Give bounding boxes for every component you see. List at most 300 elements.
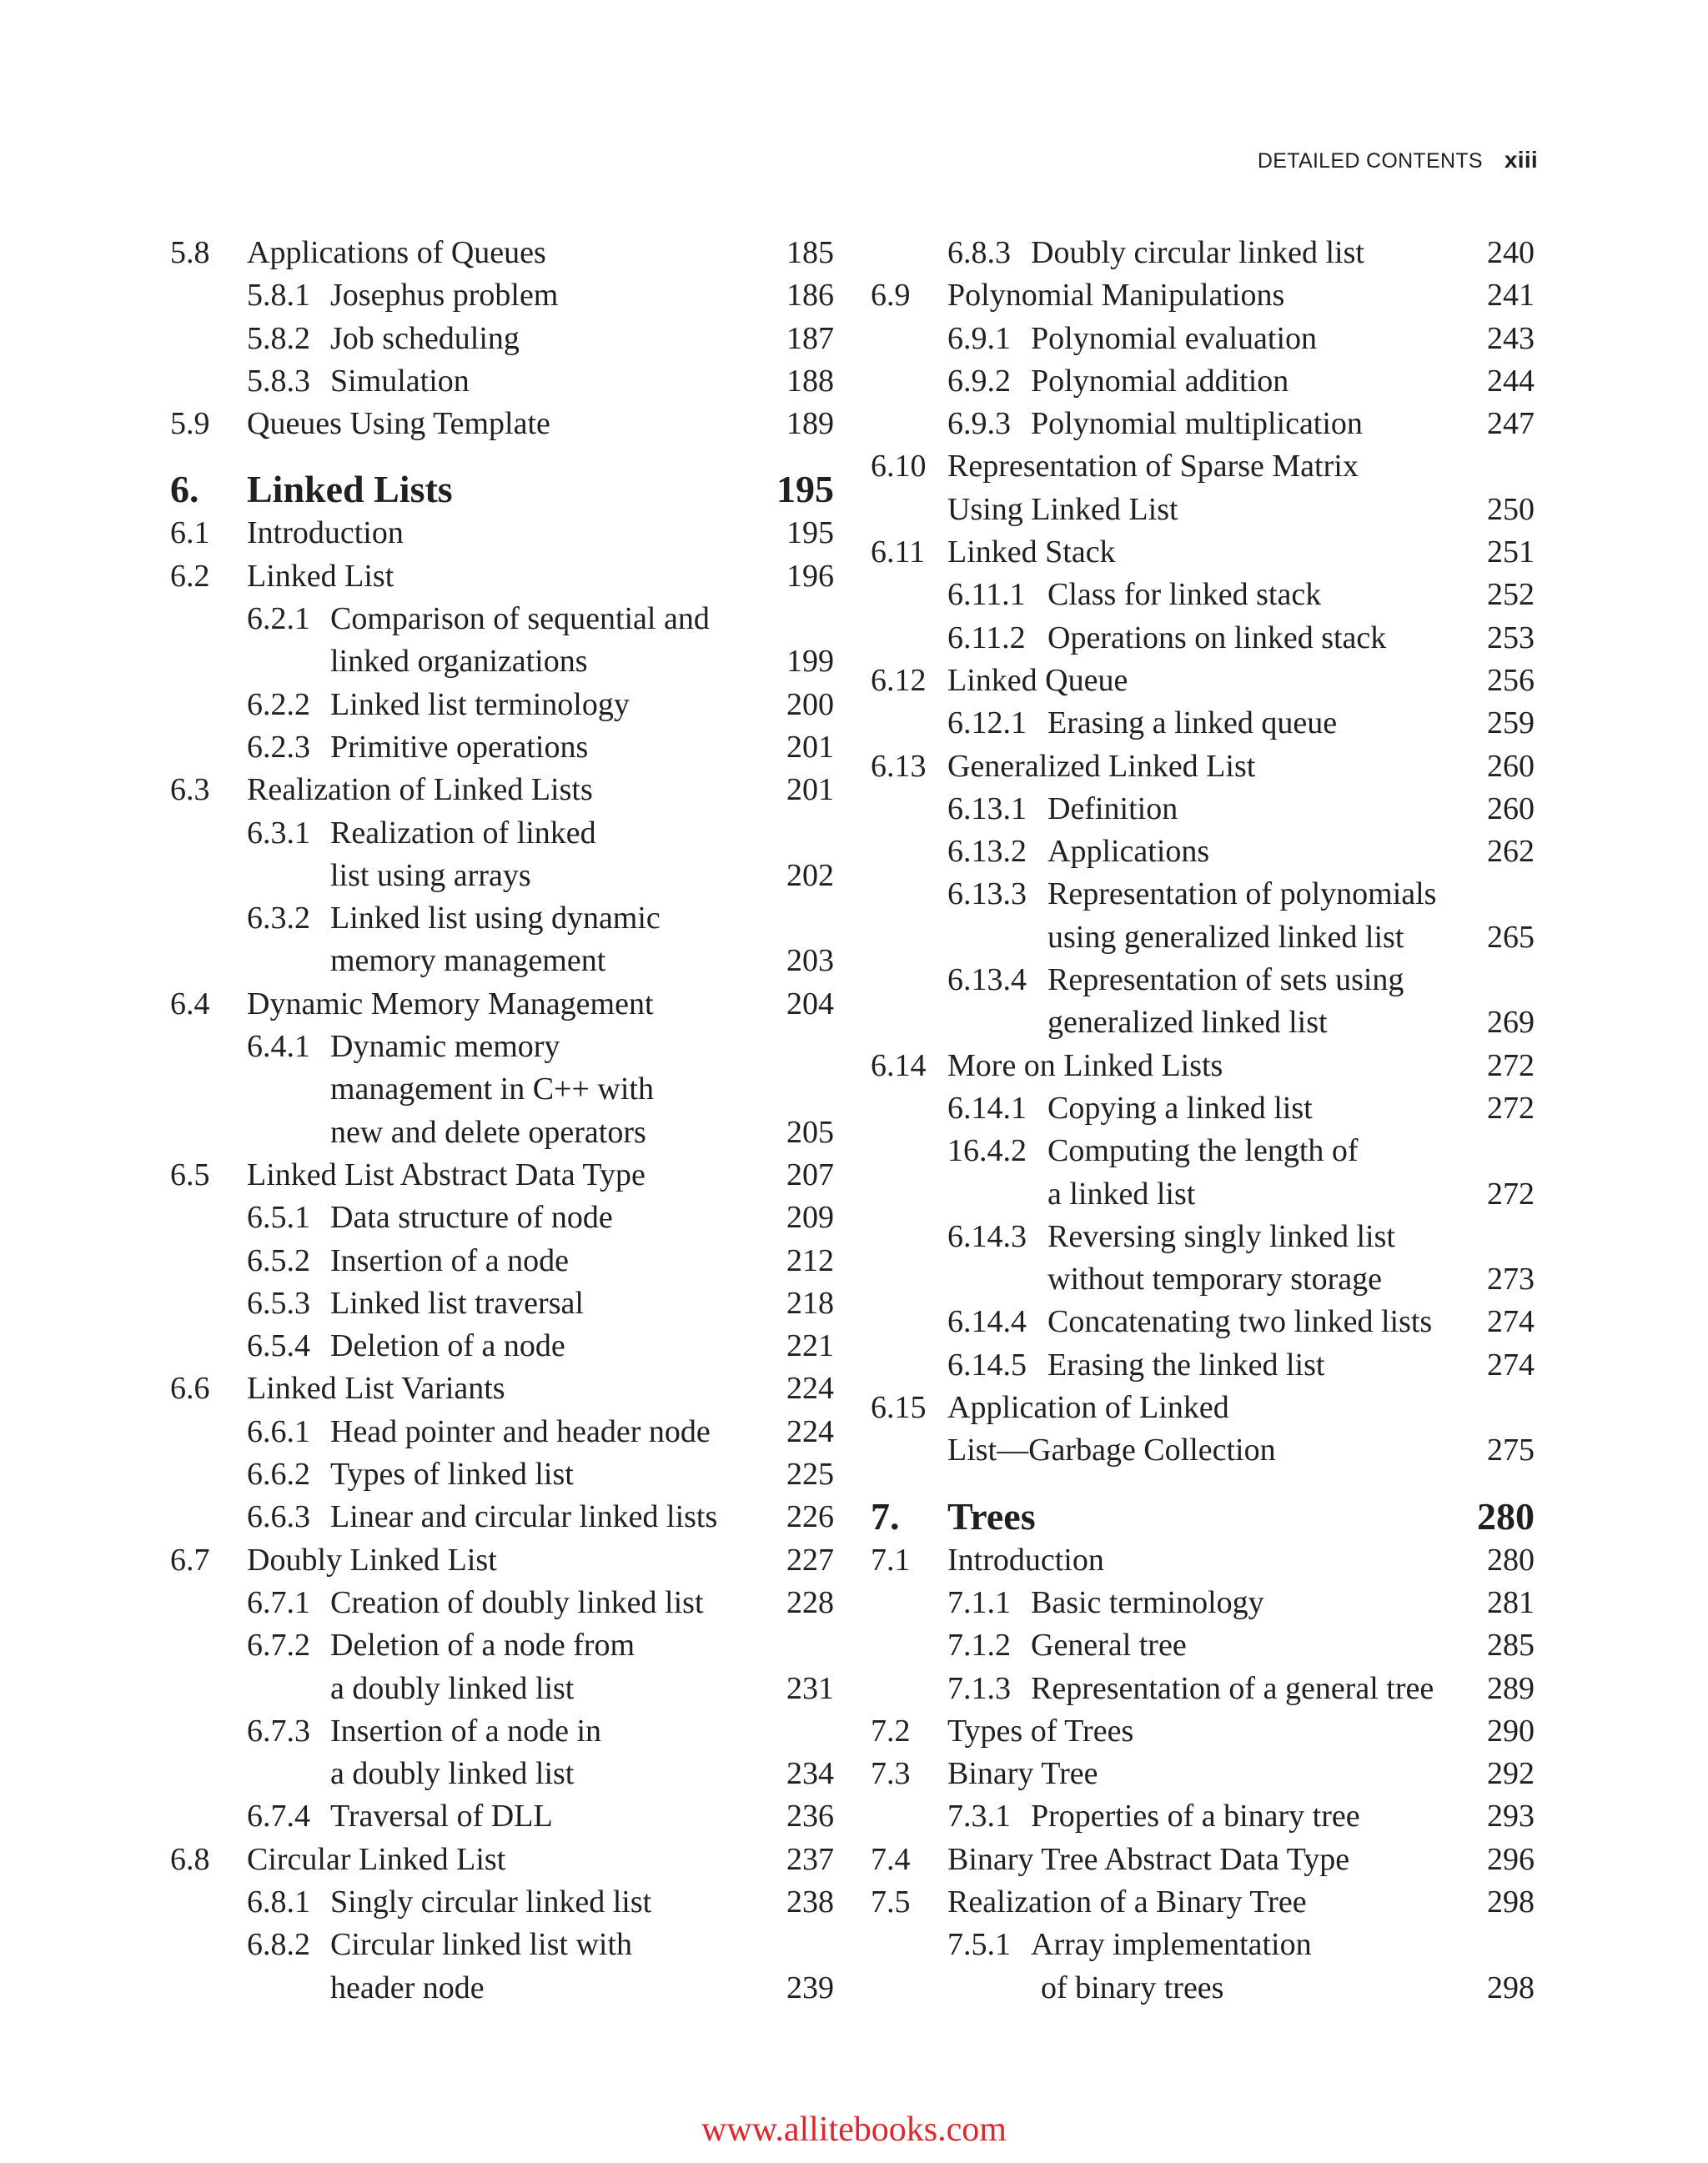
entry-number: 6.8.2 (247, 1927, 310, 1963)
entry-number: 7.2 (871, 1713, 911, 1749)
entry-title: Types of linked list (330, 1457, 574, 1493)
entry-number: 6.2.2 (247, 686, 310, 722)
entry-title: using generalized linked list (1047, 919, 1404, 955)
entry-title: Computing the length of (1047, 1133, 1359, 1169)
toc-entry[interactable] (170, 640, 834, 683)
entry-title: Realization of linked (330, 815, 596, 851)
entry-page: 203 (786, 943, 834, 979)
entry-title: Linked List Variants (247, 1371, 505, 1407)
entry-title: Primitive operations (330, 729, 589, 765)
entry-page: 273 (1487, 1262, 1535, 1297)
entry-title: Head pointer and header node (330, 1413, 711, 1449)
entry-number: 7.1.3 (947, 1670, 1011, 1706)
entry-title: Applications of Queues (247, 235, 546, 270)
toc-entry[interactable] (170, 940, 834, 982)
entry-title: Trees (947, 1494, 1036, 1538)
entry-title: Deletion of a node (330, 1328, 565, 1364)
entry-page: 265 (1487, 919, 1535, 955)
toc-entry[interactable] (170, 1710, 834, 1753)
toc-entry[interactable] (871, 274, 1535, 317)
entry-title: Class for linked stack (1047, 577, 1322, 613)
entry-title: More on Linked Lists (947, 1047, 1223, 1083)
entry-number: 6.5.3 (247, 1285, 310, 1321)
spacer (871, 1473, 1535, 1494)
entry-number: 6.14.1 (947, 1090, 1027, 1126)
chapter-entry[interactable] (170, 467, 834, 512)
entry-number: 6.3 (170, 772, 210, 808)
entry-page: 195 (786, 515, 834, 551)
entry-number: 6.6 (170, 1371, 210, 1407)
entry-title: Polynomial addition (1031, 363, 1289, 399)
entry-page: 281 (1487, 1584, 1535, 1620)
entry-number: 6.8 (170, 1841, 210, 1877)
toc-entry[interactable] (170, 1624, 834, 1667)
entry-number: 5.9 (170, 406, 210, 442)
entry-page: 260 (1487, 748, 1535, 784)
entry-title: Binary Tree (947, 1756, 1098, 1792)
toc-entry[interactable] (170, 232, 834, 274)
entry-page: 296 (1487, 1841, 1535, 1877)
toc-entry[interactable] (170, 1026, 834, 1068)
toc-entry[interactable] (871, 1668, 1535, 1710)
entry-title: Types of Trees (947, 1713, 1134, 1749)
entry-title: Array implementation (1031, 1927, 1312, 1963)
toc-entry[interactable] (871, 318, 1535, 360)
entry-page: 250 (1487, 491, 1535, 527)
entry-page: 280 (1487, 1542, 1535, 1578)
entry-page: 234 (786, 1756, 834, 1792)
entry-page: 262 (1487, 834, 1535, 870)
entry-title: Job scheduling (330, 320, 520, 356)
toc-entry[interactable] (170, 897, 834, 940)
entry-page: 251 (1487, 534, 1535, 570)
entry-title: List—Garbage Collection (947, 1433, 1276, 1468)
entry-page: 207 (786, 1157, 834, 1192)
entry-page: 253 (1487, 620, 1535, 655)
entry-number: 6.12 (871, 662, 927, 698)
entry-page: 195 (776, 468, 834, 511)
entry-page: 238 (786, 1884, 834, 1920)
entry-number: 7. (871, 1494, 900, 1538)
toc-entry[interactable] (170, 1282, 834, 1325)
toc-entry[interactable] (170, 726, 834, 769)
toc-entry[interactable] (170, 512, 834, 555)
entry-number: 7.5.1 (947, 1927, 1011, 1963)
entry-title: Representation of Sparse Matrix (947, 449, 1359, 484)
entry-page: 227 (786, 1542, 834, 1578)
entry-title: Data structure of node (330, 1200, 613, 1236)
toc-entry[interactable] (170, 769, 834, 811)
entry-number: 7.1 (871, 1542, 911, 1578)
entry-page: 212 (786, 1242, 834, 1278)
entry-page: 228 (786, 1584, 834, 1620)
toc-entry[interactable] (170, 1453, 834, 1496)
toc-entry[interactable] (871, 1795, 1535, 1838)
entry-number: 6.11.2 (947, 620, 1026, 655)
entry-title: Polynomial evaluation (1031, 320, 1318, 356)
entry-number: 6.7.1 (247, 1584, 310, 1620)
toc-entry[interactable] (871, 1173, 1535, 1216)
entry-page: 240 (1487, 235, 1535, 270)
toc-entry[interactable] (871, 788, 1535, 831)
toc-entry[interactable] (170, 855, 834, 897)
toc-entry[interactable] (871, 360, 1535, 403)
toc-entry[interactable] (170, 274, 834, 317)
toc-entry[interactable] (170, 555, 834, 598)
entry-title: Representation of polynomials (1047, 876, 1437, 912)
entry-page: 243 (1487, 320, 1535, 356)
entry-title: Linked List (247, 558, 394, 594)
entry-title: Introduction (947, 1542, 1104, 1578)
toc-entry[interactable] (170, 1496, 834, 1538)
toc-entry[interactable] (170, 598, 834, 640)
entry-number: 7.5 (871, 1884, 911, 1920)
entry-title: new and delete operators (330, 1114, 646, 1150)
entry-page: 256 (1487, 662, 1535, 698)
toc-entry[interactable] (871, 1839, 1535, 1881)
entry-title: Binary Tree Abstract Data Type (947, 1841, 1350, 1877)
entry-number: 6.6.1 (247, 1413, 310, 1449)
entry-number: 6.8.3 (947, 235, 1011, 270)
toc-entry[interactable] (170, 1068, 834, 1111)
entry-number: 6.13.4 (947, 962, 1027, 998)
entry-title: Josephus problem (330, 278, 559, 314)
entry-number: 6.7.2 (247, 1628, 310, 1664)
entry-title: Linked Stack (947, 534, 1116, 570)
entry-title: of binary trees (1041, 1970, 1224, 2005)
entry-title: Traversal of DLL (330, 1799, 553, 1834)
toc-entry[interactable] (170, 1582, 834, 1624)
chapter-entry[interactable] (871, 1494, 1535, 1539)
entry-title: Polynomial Manipulations (947, 278, 1285, 314)
entry-page: 280 (1477, 1494, 1535, 1538)
toc-entry[interactable] (170, 684, 834, 726)
entry-title: Application of Linked (947, 1390, 1229, 1426)
toc-entry[interactable] (871, 489, 1535, 531)
entry-page: 196 (786, 558, 834, 594)
entry-page: 199 (786, 644, 834, 680)
entry-title: Linked List Abstract Data Type (247, 1157, 646, 1192)
toc-entry[interactable] (871, 1344, 1535, 1387)
entry-page: 239 (786, 1970, 834, 2005)
entry-page: 289 (1487, 1670, 1535, 1706)
entry-title: Linked list traversal (330, 1285, 584, 1321)
entry-number: 6.14.5 (947, 1347, 1027, 1383)
entry-title: Linked list using dynamic (330, 901, 661, 936)
entry-title: Copying a linked list (1047, 1090, 1313, 1126)
toc-entry[interactable] (871, 445, 1535, 488)
entry-title: linked organizations (330, 644, 588, 680)
entry-page: 231 (786, 1670, 834, 1706)
toc-entry[interactable] (871, 574, 1535, 616)
toc-entry[interactable] (871, 1301, 1535, 1343)
entry-title: Simulation (330, 363, 470, 399)
toc-entry[interactable] (871, 1753, 1535, 1795)
toc-left-column (170, 232, 834, 2010)
footer-url[interactable]: www.allitebooks.com (701, 2110, 1007, 2149)
entry-number: 6.9.2 (947, 363, 1011, 399)
entry-number: 6.5.4 (247, 1328, 310, 1364)
entry-number: 7.3.1 (947, 1799, 1011, 1834)
entry-page: 272 (1487, 1047, 1535, 1083)
entry-title: Representation of a general tree (1031, 1670, 1434, 1706)
toc-entry[interactable] (170, 1112, 834, 1154)
toc-entry[interactable] (871, 1045, 1535, 1087)
entry-title: a linked list (1047, 1176, 1196, 1212)
toc-entry[interactable] (871, 916, 1535, 959)
toc-entry[interactable] (170, 403, 834, 445)
entry-page: 252 (1487, 577, 1535, 613)
entry-title: Erasing the linked list (1047, 1347, 1325, 1383)
entry-number: 6.4.1 (247, 1029, 310, 1065)
entry-number: 16.4.2 (947, 1133, 1027, 1169)
entry-page: 205 (786, 1114, 834, 1150)
entry-title: Polynomial multiplication (1031, 406, 1363, 442)
entry-number: 6. (170, 468, 199, 511)
entry-number: 6.10 (871, 449, 927, 484)
entry-page: 186 (786, 278, 834, 314)
entry-page: 274 (1487, 1304, 1535, 1340)
toc-entry[interactable] (170, 360, 834, 403)
entry-page: 224 (786, 1371, 834, 1407)
entry-number: 7.1.2 (947, 1628, 1011, 1664)
entry-page: 259 (1487, 705, 1535, 741)
entry-title: Definition (1047, 790, 1178, 826)
entry-title: generalized linked list (1047, 1005, 1328, 1041)
entry-number: 6.9.3 (947, 406, 1011, 442)
entry-page: 290 (1487, 1713, 1535, 1749)
entry-number: 6.5.1 (247, 1200, 310, 1236)
entry-number: 7.1.1 (947, 1584, 1011, 1620)
entry-number: 6.11.1 (947, 577, 1026, 613)
toc-entry[interactable] (871, 1087, 1535, 1130)
toc-entry[interactable] (170, 1539, 834, 1582)
entry-number: 6.7 (170, 1542, 210, 1578)
entry-page: 226 (786, 1499, 834, 1535)
entry-title: Dynamic memory (330, 1029, 560, 1065)
entry-title: Comparison of sequential and (330, 601, 710, 637)
entry-number: 7.3 (871, 1756, 911, 1792)
entry-title: Linked list terminology (330, 686, 630, 722)
entry-page: 241 (1487, 278, 1535, 314)
entry-page: 202 (786, 857, 834, 893)
entry-title: Applications (1047, 834, 1210, 870)
entry-title: Representation of sets using (1047, 962, 1404, 998)
entry-title: Operations on linked stack (1047, 620, 1387, 655)
entry-number: 6.6.3 (247, 1499, 310, 1535)
toc-entry[interactable] (871, 1130, 1535, 1172)
entry-title: Using Linked List (947, 491, 1178, 527)
toc-entry[interactable] (871, 1539, 1535, 1582)
entry-number: 6.14.3 (947, 1218, 1027, 1254)
entry-number: 5.8.2 (247, 320, 310, 356)
entry-title: Introduction (247, 515, 404, 551)
toc-entry[interactable] (871, 617, 1535, 660)
toc-entry[interactable] (871, 1582, 1535, 1624)
toc-entry[interactable] (871, 1624, 1535, 1667)
entry-number: 6.2.3 (247, 729, 310, 765)
entry-page: 260 (1487, 790, 1535, 826)
entry-title: Generalized Linked List (947, 748, 1256, 784)
entry-number: 6.3.2 (247, 901, 310, 936)
toc-entry[interactable] (871, 745, 1535, 788)
entry-number: 6.1 (170, 515, 210, 551)
entry-title: Dynamic Memory Management (247, 986, 654, 1021)
entry-title: Basic terminology (1031, 1584, 1264, 1620)
entry-title: Insertion of a node in (330, 1713, 602, 1749)
entry-number: 6.14.4 (947, 1304, 1027, 1340)
entry-title: Erasing a linked queue (1047, 705, 1338, 741)
entry-page: 293 (1487, 1799, 1535, 1834)
toc-entry[interactable] (871, 1387, 1535, 1429)
entry-page: 218 (786, 1285, 834, 1321)
entry-title: Creation of doubly linked list (330, 1584, 704, 1620)
entry-number: 5.8.3 (247, 363, 310, 399)
entry-page: 272 (1487, 1176, 1535, 1212)
entry-title: Queues Using Template (247, 406, 550, 442)
entry-title: Singly circular linked list (330, 1884, 652, 1920)
entry-title: Deletion of a node from (330, 1628, 635, 1664)
toc-entry[interactable] (170, 1924, 834, 1966)
toc-entry[interactable] (170, 1839, 834, 1881)
entry-page: 275 (1487, 1433, 1535, 1468)
toc-entry[interactable] (871, 1258, 1535, 1301)
entry-number: 6.11 (871, 534, 926, 570)
entry-number: 6.12.1 (947, 705, 1027, 741)
entry-number: 6.2 (170, 558, 210, 594)
toc-entry[interactable] (871, 1216, 1535, 1258)
toc-entry[interactable] (170, 983, 834, 1026)
entry-page: 201 (786, 772, 834, 808)
entry-number: 7.4 (871, 1841, 911, 1877)
entry-page: 285 (1487, 1628, 1535, 1664)
entry-page: 272 (1487, 1090, 1535, 1126)
entry-page: 200 (786, 686, 834, 722)
entry-number: 6.13.3 (947, 876, 1027, 912)
entry-page: 236 (786, 1799, 834, 1834)
entry-title: Insertion of a node (330, 1242, 569, 1278)
toc-entry[interactable] (871, 702, 1535, 745)
entry-page: 209 (786, 1200, 834, 1236)
toc-right-column (871, 232, 1535, 2010)
toc-entry[interactable] (170, 1197, 834, 1239)
entry-title: Realization of Linked Lists (247, 772, 593, 808)
toc-entry[interactable] (170, 1325, 834, 1368)
toc-entry[interactable] (170, 1668, 834, 1710)
toc-entry[interactable] (170, 1411, 834, 1453)
toc-entry[interactable] (871, 531, 1535, 574)
toc-entry[interactable] (871, 959, 1535, 1001)
toc-entry[interactable] (871, 660, 1535, 702)
toc-entry[interactable] (170, 1881, 834, 1924)
entry-page: 244 (1487, 363, 1535, 399)
entry-title: Properties of a binary tree (1031, 1799, 1360, 1834)
toc-entry[interactable] (871, 831, 1535, 873)
entry-page: 204 (786, 986, 834, 1021)
entry-page: 298 (1487, 1884, 1535, 1920)
toc-entry[interactable] (170, 1368, 834, 1410)
entry-number: 6.5.2 (247, 1242, 310, 1278)
entry-number: 6.4 (170, 986, 210, 1021)
entry-page: 185 (786, 235, 834, 270)
entry-title: Reversing singly linked list (1047, 1218, 1395, 1254)
entry-number: 6.5 (170, 1157, 210, 1192)
entry-page: 225 (786, 1457, 834, 1493)
entry-page: 187 (786, 320, 834, 356)
entry-title: Realization of a Binary Tree (947, 1884, 1307, 1920)
toc-entry[interactable] (170, 318, 834, 360)
entry-number: 5.8.1 (247, 278, 310, 314)
toc-entry[interactable] (170, 1967, 834, 2010)
entry-number: 6.13.1 (947, 790, 1027, 826)
entry-page: 298 (1487, 1970, 1535, 2005)
toc-entry[interactable] (170, 1753, 834, 1795)
entry-number: 6.9 (871, 278, 911, 314)
page-number: xiii (1504, 147, 1538, 173)
toc-entry[interactable] (871, 1710, 1535, 1753)
running-head (1258, 147, 1538, 173)
entry-page: 292 (1487, 1756, 1535, 1792)
entry-number: 6.7.3 (247, 1713, 310, 1749)
entry-title: without temporary storage (1047, 1262, 1383, 1297)
entry-number: 6.2.1 (247, 601, 310, 637)
entry-title: Circular linked list with (330, 1927, 633, 1963)
entry-number: 6.8.1 (247, 1884, 310, 1920)
toc-entry[interactable] (170, 1795, 834, 1838)
entry-page: 224 (786, 1413, 834, 1449)
entry-page: 188 (786, 363, 834, 399)
entry-title: Concatenating two linked lists (1047, 1304, 1433, 1340)
entry-title: Doubly Linked List (247, 1542, 497, 1578)
entry-page: 247 (1487, 406, 1535, 442)
entry-title: memory management (330, 943, 606, 979)
entry-number: 6.13.2 (947, 834, 1027, 870)
entry-title: Doubly circular linked list (1031, 235, 1364, 270)
toc-entry[interactable] (871, 232, 1535, 274)
toc-entry[interactable] (871, 1967, 1535, 2010)
spacer (170, 445, 834, 467)
entry-number: 6.3.1 (247, 815, 310, 851)
entry-number: 6.9.1 (947, 320, 1011, 356)
entry-title: a doubly linked list (330, 1756, 575, 1792)
entry-number: 6.14 (871, 1047, 927, 1083)
entry-page: 274 (1487, 1347, 1535, 1383)
entry-number: 6.15 (871, 1390, 927, 1426)
entry-number: 6.7.4 (247, 1799, 310, 1834)
entry-title: list using arrays (330, 857, 531, 893)
entry-title: a doubly linked list (330, 1670, 575, 1706)
entry-page: 269 (1487, 1005, 1535, 1041)
entry-number: 5.8 (170, 235, 210, 270)
toc-entry[interactable] (871, 1429, 1535, 1472)
toc-entry[interactable] (871, 1924, 1535, 1966)
entry-page: 189 (786, 406, 834, 442)
entry-title: Circular Linked List (247, 1841, 506, 1877)
entry-page: 221 (786, 1328, 834, 1364)
toc-entry[interactable] (170, 812, 834, 855)
entry-title: Linked Queue (947, 662, 1128, 698)
entry-title: Linear and circular linked lists (330, 1499, 718, 1535)
running-title: DETAILED CONTENTS (1257, 149, 1483, 173)
toc-entry[interactable] (871, 873, 1535, 916)
toc-entry[interactable] (871, 1881, 1535, 1924)
entry-title: header node (330, 1970, 485, 2005)
toc-entry[interactable] (871, 403, 1535, 445)
toc-entry[interactable] (170, 1240, 834, 1282)
toc-entry[interactable] (170, 1154, 834, 1197)
toc-entry[interactable] (871, 1001, 1535, 1044)
entry-number: 6.13 (871, 748, 927, 784)
